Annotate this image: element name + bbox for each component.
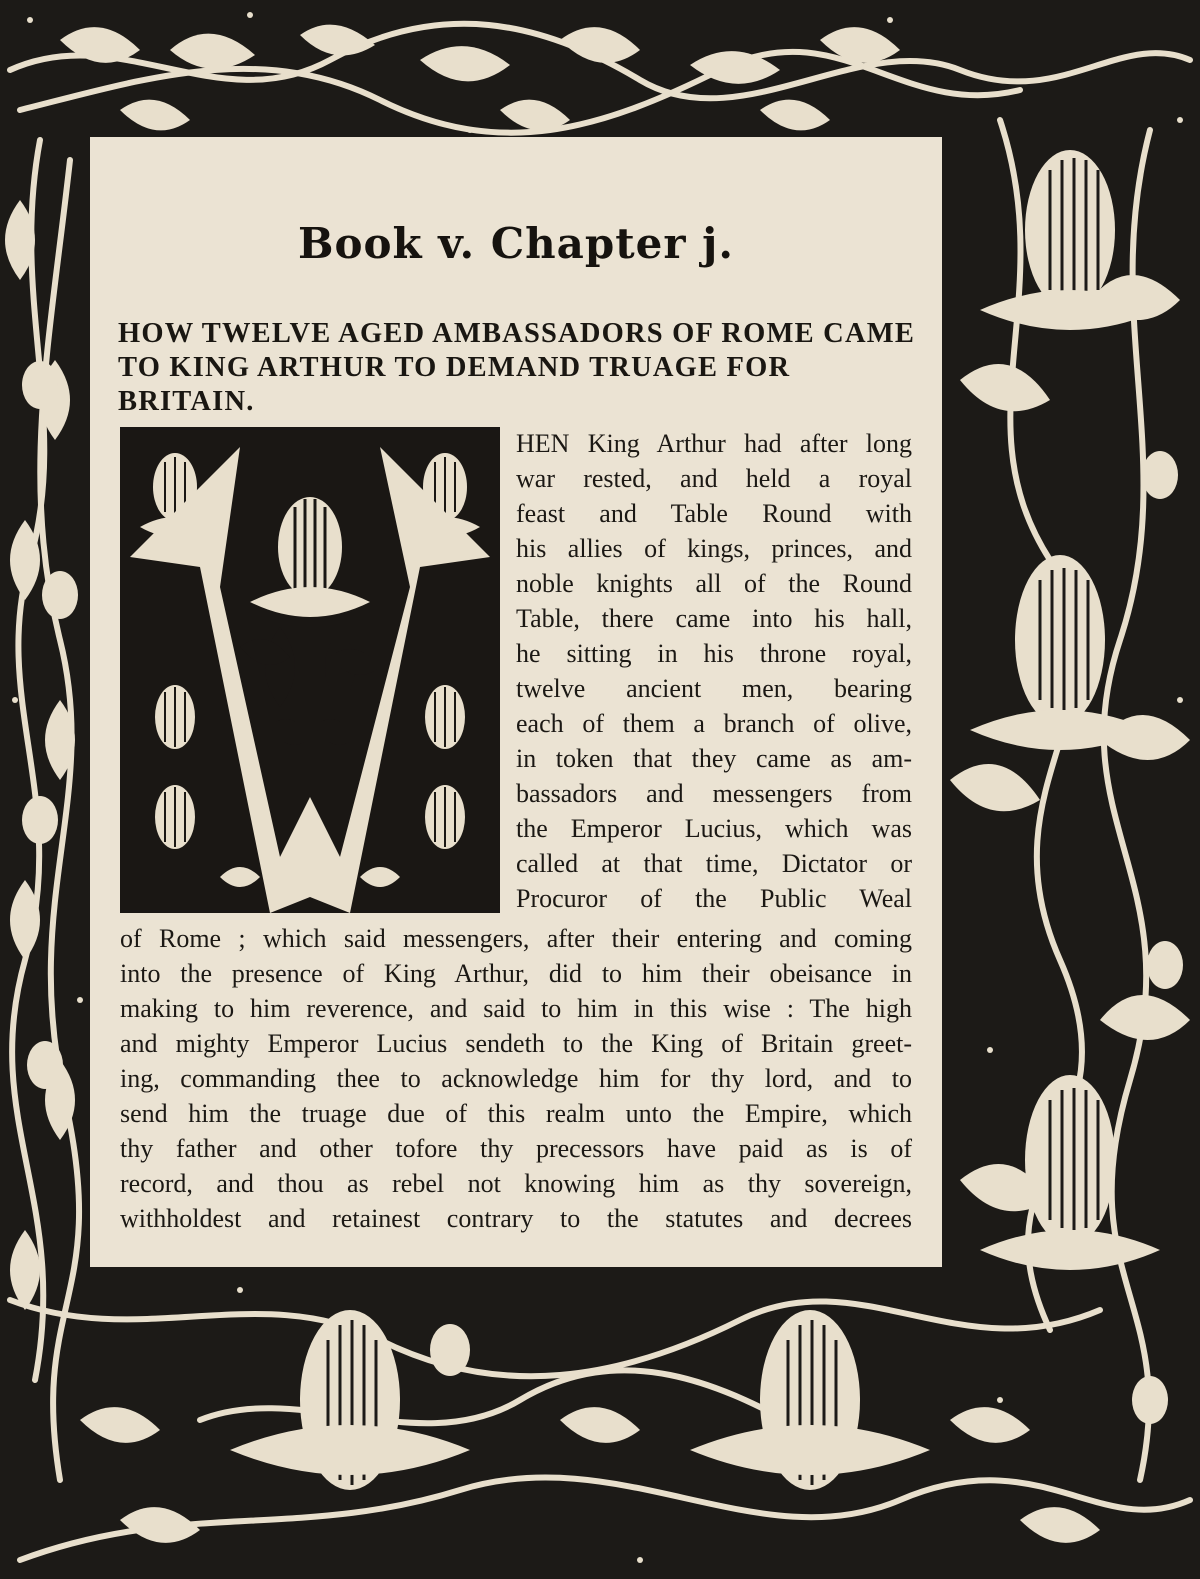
body-line: each of them a branch of olive, bbox=[516, 709, 912, 738]
body-line: of Rome ; which said messengers, after their entering and coming bbox=[120, 924, 912, 953]
body-line: twelve ancient men, bearing bbox=[516, 674, 912, 703]
body-line: withholdest and retainest contrary to the statutes and decrees bbox=[120, 1204, 912, 1233]
body-line: he sitting in his throne royal, bbox=[516, 639, 912, 668]
decorated-initial-w bbox=[120, 427, 500, 913]
body-line: feast and Table Round with bbox=[516, 499, 912, 528]
body-line: noble knights all of the Round bbox=[516, 569, 912, 598]
body-line: send him the truage due of this realm unto the Empire, which bbox=[120, 1099, 912, 1128]
body-line: his allies of kings, princes, and bbox=[516, 534, 912, 563]
body-line: the Emperor Lucius, which was bbox=[516, 814, 912, 843]
initial-w-illustration bbox=[120, 427, 500, 913]
body-line: HEN King Arthur had after long bbox=[516, 429, 912, 458]
body-line: ing, commanding thee to acknowledge him for thy lord, and to bbox=[120, 1064, 912, 1093]
chapter-title: HOW TWELVE AGED AMBASSADORS OF ROME CAME TO KING ARTHUR TO DEMAND TRUAGE FOR BRITAIN. bbox=[118, 318, 916, 417]
book-chapter-heading: Book v. Chapter j. bbox=[298, 219, 734, 268]
body-line: record, and thou as rebel not knowing him as thy sovereign, bbox=[120, 1169, 912, 1198]
body-line: bassadors and messengers from bbox=[516, 779, 912, 808]
body-line: making to him reverence, and said to him in this wise : The high bbox=[120, 994, 912, 1023]
body-line: Table, there came into his hall, bbox=[516, 604, 912, 633]
body-line: into the presence of King Arthur, did to him their obeisance in bbox=[120, 959, 912, 988]
body-line: and mighty Emperor Lucius sendeth to the King of Britain greet- bbox=[120, 1029, 912, 1058]
body-line: called at that time, Dictator or bbox=[516, 849, 912, 878]
body-line: in token that they came as am- bbox=[516, 744, 912, 773]
body-line: war rested, and held a royal bbox=[516, 464, 912, 493]
body-line: Procuror of the Public Weal bbox=[516, 884, 912, 913]
text-panel bbox=[90, 137, 942, 1267]
body-line: thy father and other tofore thy precessors have paid as is of bbox=[120, 1134, 912, 1163]
